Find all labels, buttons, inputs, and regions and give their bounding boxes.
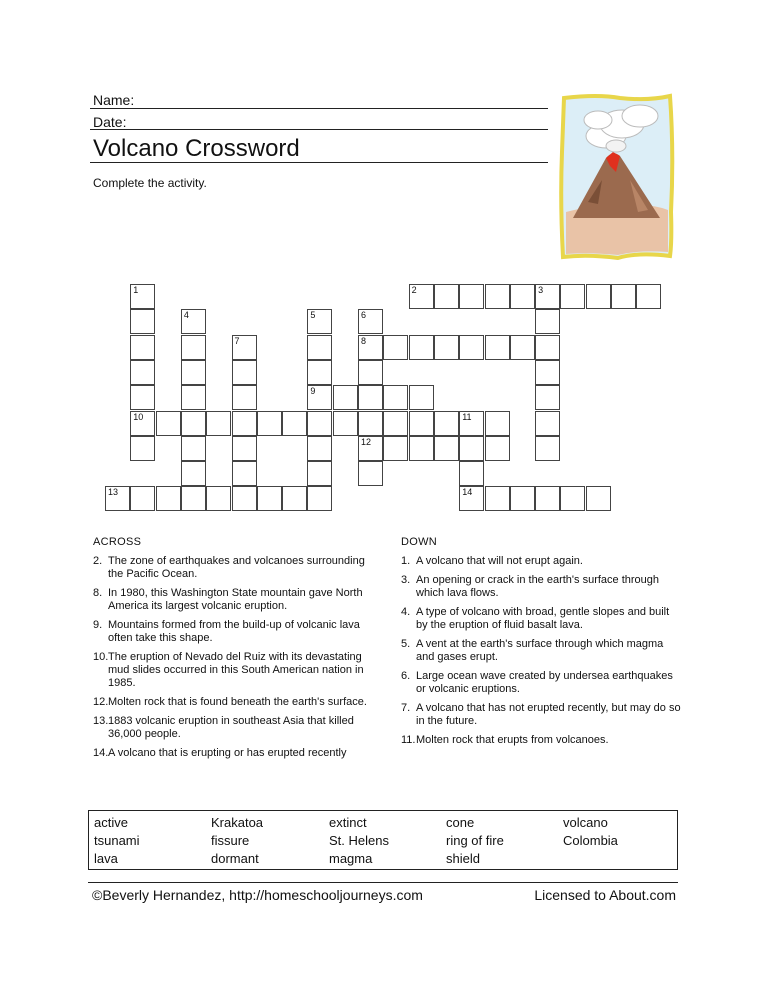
grid-cell[interactable] [535,360,560,385]
word-bank-item: St. Helens [329,833,389,848]
grid-cell[interactable] [485,284,510,309]
grid-cell[interactable] [181,335,206,360]
clue-number-label: 7. [401,702,411,714]
grid-cell[interactable] [282,411,307,436]
clue-text: Molten rock that erupts from volcanoes. [416,734,609,746]
across-clue [93,747,375,760]
grid-cell[interactable] [485,335,510,360]
clue-number: 10 [133,411,144,422]
grid-cell[interactable] [611,284,636,309]
across-clues [93,536,375,766]
word-bank-item: volcano [563,815,608,830]
grid-cell[interactable] [485,486,510,511]
across-list [93,555,375,760]
grid-cell[interactable] [307,309,332,334]
across-clue [93,555,375,581]
grid-cell[interactable] [307,385,332,410]
grid-cell[interactable] [535,486,560,511]
grid-cell[interactable] [232,486,257,511]
page-title: Volcano Crossword [93,135,300,162]
grid-cell[interactable] [535,284,560,309]
clue-number-label: 1. [401,555,411,567]
grid-cell[interactable] [333,385,358,410]
grid-cell[interactable] [232,385,257,410]
clue-number: 2 [411,285,417,295]
down-heading: DOWN [401,536,438,548]
clue-text: A type of volcano with broad, gentle slopes and built by the eruption of fluid basalt lava. [416,606,670,631]
grid-cell[interactable] [156,411,181,436]
grid-cell[interactable] [130,411,155,436]
grid-cell[interactable] [535,385,560,410]
word-bank-item: cone [446,815,475,830]
grid-cell[interactable] [535,411,560,436]
across-clue [93,696,375,709]
grid-cell[interactable] [206,411,231,436]
word-bank-item: Krakatoa [211,815,264,830]
clue-number-label: 11. [401,734,416,746]
clue-number-label: 6. [401,670,411,682]
grid-cell[interactable] [181,309,206,334]
grid-cell[interactable] [409,411,434,436]
grid-cell[interactable] [130,486,155,511]
grid-cell[interactable] [510,486,535,511]
grid-cell[interactable] [307,411,332,436]
grid-cell[interactable] [307,486,332,511]
grid-cell[interactable] [434,436,459,461]
clue-number: 13 [108,487,119,498]
grid-cell[interactable] [358,411,383,436]
word-bank [88,810,678,870]
clue-text: Molten rock that is found beneath the earth's surface. [108,696,367,708]
grid-cell[interactable] [130,309,155,334]
clue-number-label: 10. [93,651,109,663]
clue-number: 9 [310,386,316,397]
word-bank-item: lava [94,851,118,866]
down-clue [401,606,683,632]
down-clue [401,555,683,568]
grid-cell[interactable] [358,385,383,410]
grid-cell[interactable] [586,486,611,511]
clue-text: Mountains formed from the build-up of volcanic lava often take this shape. [108,619,360,644]
grid-cell[interactable] [459,486,484,511]
grid-cell[interactable] [130,360,155,385]
grid-cell[interactable] [181,436,206,461]
clue-text: A volcano that has not erupted recently, but may do so in the future. [416,702,681,727]
grid-cell[interactable] [434,335,459,360]
word-bank-item: ring of fire [446,833,504,848]
clue-text: The zone of earthquakes and volcanoes surrounding the Pacific Ocean. [108,555,365,580]
clue-number: 11 [462,411,472,422]
name-label: Name: [93,92,135,108]
volcano-illustration [558,92,676,260]
footer-rule [88,882,678,883]
across-heading: ACROSS [93,536,142,548]
grid-cell[interactable] [383,436,408,461]
down-clue [401,734,683,747]
grid-cell[interactable] [560,486,585,511]
grid-cell[interactable] [510,284,535,309]
grid-cell[interactable] [181,411,206,436]
clue-text: The eruption of Nevado del Ruiz with its devastating mud slides occurred in this South American nation in 1985. [108,651,364,689]
grid-cell[interactable] [232,360,257,385]
grid-cell[interactable] [383,385,408,410]
grid-cell[interactable] [232,436,257,461]
grid-cell[interactable] [358,309,383,334]
grid-cell[interactable] [181,360,206,385]
license-text: Licensed to About.com [534,887,676,903]
grid-cell[interactable] [459,461,484,486]
across-clue [93,619,375,645]
word-bank-item: fissure [211,833,250,848]
grid-cell[interactable] [232,335,257,360]
copyright-text: ©Beverly Hernandez, http://homeschooljourneys.com [92,887,423,903]
clue-number: 5 [310,310,316,321]
grid-cell[interactable] [181,461,206,486]
grid-cell[interactable] [307,436,332,461]
down-clue [401,670,683,696]
word-bank-item: Colombia [563,833,618,848]
clue-number-label: 2. [93,555,103,567]
clue-text: A vent at the earth's surface through which magma and gases erupt. [416,638,664,663]
clue-number-label: 12. [93,696,109,708]
grid-cell[interactable] [358,335,383,360]
word-bank-item: extinct [329,815,367,830]
across-clue [93,587,375,613]
word-bank-item: tsunami [94,833,140,848]
clue-text: An opening or crack in the earth's surface through which lava flows. [416,574,660,599]
clue-text: In 1980, this Washington State mountain gave North America its largest volcanic eruption. [108,587,363,612]
grid-cell[interactable] [383,411,408,436]
grid-cell[interactable] [459,436,484,461]
grid-cell[interactable] [586,284,611,309]
grid-cell[interactable] [232,411,257,436]
clue-number: 3 [538,285,544,295]
grid-cell[interactable] [485,436,510,461]
clue-number-label: 3. [401,574,411,586]
word-bank-item: dormant [211,851,259,866]
grid-cell[interactable] [485,411,510,436]
instructions: Complete the activity. [93,176,207,190]
clue-text: Large ocean wave created by undersea earthquakes or volcanic eruptions. [416,670,673,695]
grid-cell[interactable] [130,284,155,309]
down-list [401,555,683,747]
grid-cell[interactable] [358,360,383,385]
grid-cell[interactable] [535,335,560,360]
clue-number-label: 8. [93,587,103,599]
down-clue [401,638,683,664]
across-clue [93,715,375,741]
word-bank-item: magma [329,851,373,866]
grid-cell[interactable] [130,385,155,410]
name-line[interactable] [90,108,548,109]
grid-cell[interactable] [409,436,434,461]
clue-text: A volcano that will not erupt again. [416,555,583,567]
clue-number: 1 [133,285,139,295]
grid-cell[interactable] [130,335,155,360]
grid-cell[interactable] [307,360,332,385]
grid-cell[interactable] [232,461,257,486]
grid-cell[interactable] [434,284,459,309]
clue-number: 7 [234,335,240,346]
grid-cell[interactable] [560,284,585,309]
clue-text: 1883 volcanic eruption in southeast Asia that killed 36,000 people. [108,715,354,740]
grid-cell[interactable] [409,385,434,410]
grid-cell[interactable] [535,436,560,461]
grid-cell[interactable] [409,284,434,309]
title-underline [90,162,548,163]
date-line[interactable] [90,129,548,130]
grid-cell[interactable] [434,411,459,436]
grid-cell[interactable] [181,385,206,410]
grid-cell[interactable] [383,335,408,360]
clue-number-label: 4. [401,606,411,618]
grid-cell[interactable] [459,411,484,436]
clue-number: 12 [361,436,372,447]
grid-cell[interactable] [105,486,130,511]
grid-cell[interactable] [535,309,560,334]
grid-cell[interactable] [257,486,282,511]
clue-number-label: 9. [93,619,103,631]
clue-number: 4 [183,310,189,321]
down-clues [401,536,683,753]
clue-number: 8 [361,335,367,346]
grid-cell[interactable] [510,335,535,360]
word-bank-item: active [94,815,128,830]
grid-cell[interactable] [459,335,484,360]
grid-cell[interactable] [333,411,358,436]
grid-cell[interactable] [156,486,181,511]
grid-cell[interactable] [636,284,661,309]
grid-cell[interactable] [130,436,155,461]
clue-number: 6 [361,310,367,321]
grid-cell[interactable] [358,461,383,486]
word-bank-item: shield [446,851,480,866]
clue-number-label: 13. [93,715,109,727]
down-clue [401,702,683,728]
grid-cell[interactable] [257,411,282,436]
grid-cell[interactable] [206,486,231,511]
date-label: Date: [93,114,127,130]
clue-number-label: 5. [401,638,411,650]
down-clue [401,574,683,600]
clue-number: 14 [462,487,473,498]
clue-text: A volcano that is erupting or has erupted recently [108,747,347,759]
across-clue [93,651,375,690]
clue-number-label: 14. [93,747,109,759]
grid-cell[interactable] [282,486,307,511]
grid-cell[interactable] [358,436,383,461]
grid-cell[interactable] [409,335,434,360]
grid-cell[interactable] [307,461,332,486]
grid-cell[interactable] [459,284,484,309]
grid-cell[interactable] [181,486,206,511]
grid-cell[interactable] [307,335,332,360]
